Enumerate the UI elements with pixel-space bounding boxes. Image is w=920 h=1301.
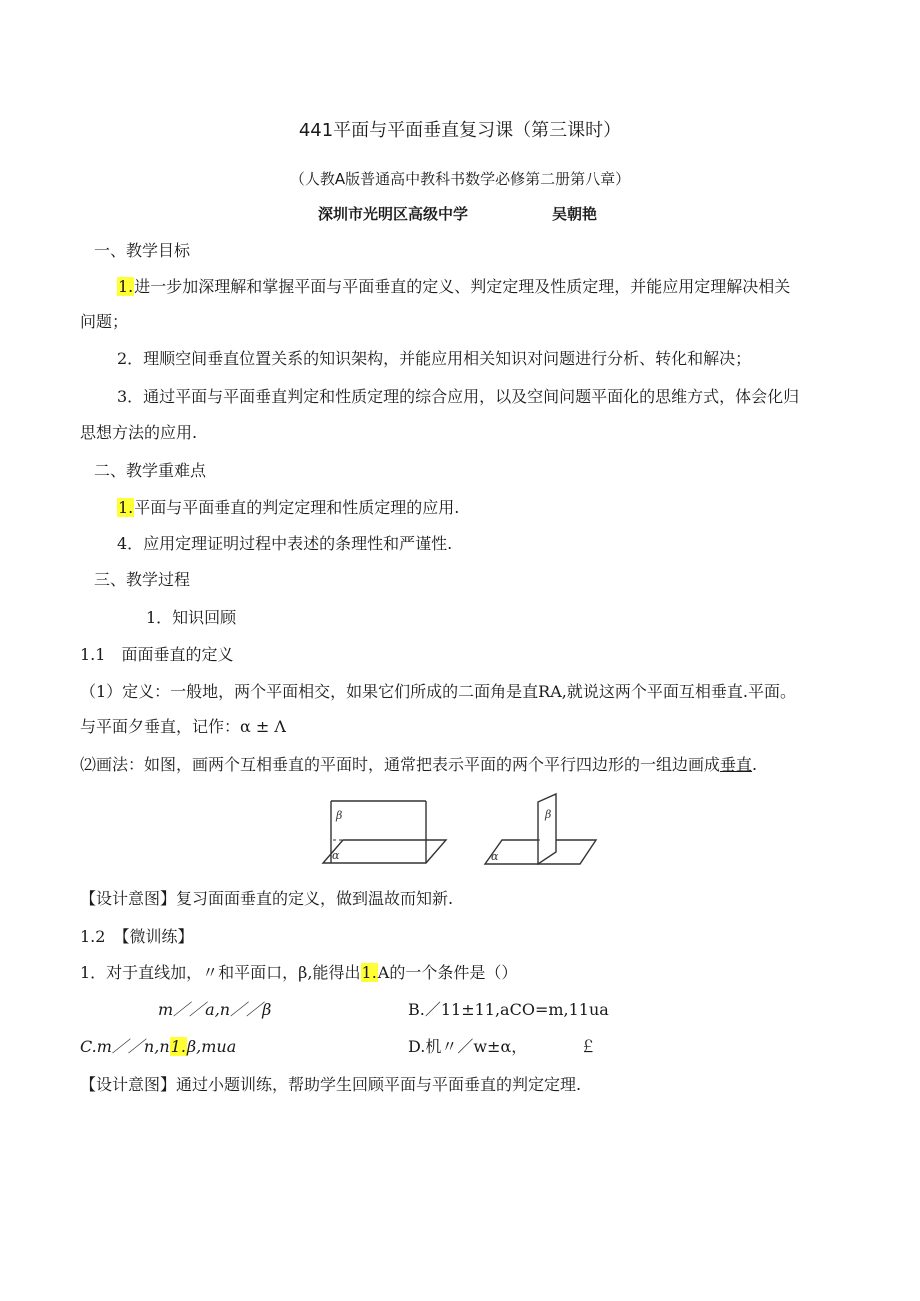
goal-item-3: 3．通过平面与平面垂直判定和性质定理的综合应用，以及空间问题平面化的思维方式，体会化归 <box>117 387 800 406</box>
goal-item-1-text: 进一步加深理解和掌握平面与平面垂直的定义、判定定理及性质定理，并能应用定理解决相关 <box>134 277 791 296</box>
highlight-number: 1. <box>170 1037 186 1056</box>
section-heading-key-points: 二、教学重难点 <box>94 461 207 480</box>
drawing-method <box>80 754 757 776</box>
key-point-1-text: 平面与平面垂直的判定定理和性质定理的应用. <box>134 498 460 517</box>
subsection-knowledge-review: 1．知识回顾 <box>146 608 237 627</box>
definition-line-2: 与平面夕垂直，记作：α ± Λ <box>80 717 286 736</box>
question-1-part-b: A的一个条件是（） <box>377 963 518 982</box>
highlight-number: 1. <box>118 277 134 296</box>
question-1 <box>80 962 517 984</box>
design-intent-2: 【设计意图】通过小题训练，帮助学生回顾平面与平面垂直的判定定理. <box>80 1075 582 1094</box>
school-name: 深圳市光明区高级中学 <box>318 205 469 223</box>
figure-label-alpha: α <box>491 850 499 863</box>
author-name: 吴朝艳 <box>552 205 598 223</box>
figure-label-alpha: α <box>332 849 340 862</box>
goal-item-2: 2．理顺空间垂直位置关系的知识架构，并能应用相关知识对问题进行分析、转化和解决； <box>117 349 752 368</box>
figure-label-beta: β <box>336 809 343 822</box>
highlight-number: 1. <box>361 963 377 982</box>
goal-item-1 <box>117 276 790 298</box>
option-c-part-b: β,mua <box>186 1037 237 1056</box>
subsection-micro-training: 1.2 【微训练】 <box>80 927 194 946</box>
definition-line-1: （1）定义：一般地，两个平面相交，如果它们所成的二面角是直RA,就说这两个平面互相垂直.平面。 <box>80 682 796 701</box>
design-intent-1: 【设计意图】复习面面垂直的定义，做到温故而知新. <box>80 889 454 908</box>
drawing-method-underlined: 垂直 <box>720 755 753 774</box>
subsection-definition: 1.1 面面垂直的定义 <box>80 645 234 664</box>
option-d-symbol: ￡ <box>580 1037 597 1056</box>
figure-perpendicular-planes-2 <box>480 792 600 870</box>
page-subtitle: （人教A版普通高中教科书数学必修第二册第八章） <box>289 170 631 188</box>
question-1-part-a: 1．对于直线加，〃和平面口，β,能得出 <box>80 963 361 982</box>
section-heading-goals: 一、教学目标 <box>94 241 191 260</box>
figure-perpendicular-planes-1 <box>318 795 448 870</box>
option-c <box>80 1036 236 1058</box>
key-point-1 <box>117 497 459 519</box>
option-c-part-a: C.m／／n,n <box>80 1037 170 1056</box>
option-d: D.机〃／w±α， <box>408 1037 528 1056</box>
figure-label-beta: β <box>545 808 552 821</box>
page-title: 441平面与平面垂直复习课（第三课时） <box>298 120 622 141</box>
highlight-number: 1. <box>118 498 134 517</box>
key-point-2: 4．应用定理证明过程中表述的条理性和严谨性. <box>117 534 453 553</box>
option-a: m／／a,n／／β <box>158 1000 272 1019</box>
option-b: B.／11±11,aCO=m,11ua <box>408 1000 609 1019</box>
section-heading-process: 三、教学过程 <box>94 570 191 589</box>
drawing-method-text: ⑵画法：如图，画两个互相垂直的平面时，通常把表示平面的两个平行四边形的一组边画成 <box>80 755 721 774</box>
goal-item-3-continued: 思想方法的应用. <box>80 423 198 442</box>
goal-item-1-continued: 问题； <box>80 312 129 331</box>
drawing-method-period: . <box>752 755 758 774</box>
